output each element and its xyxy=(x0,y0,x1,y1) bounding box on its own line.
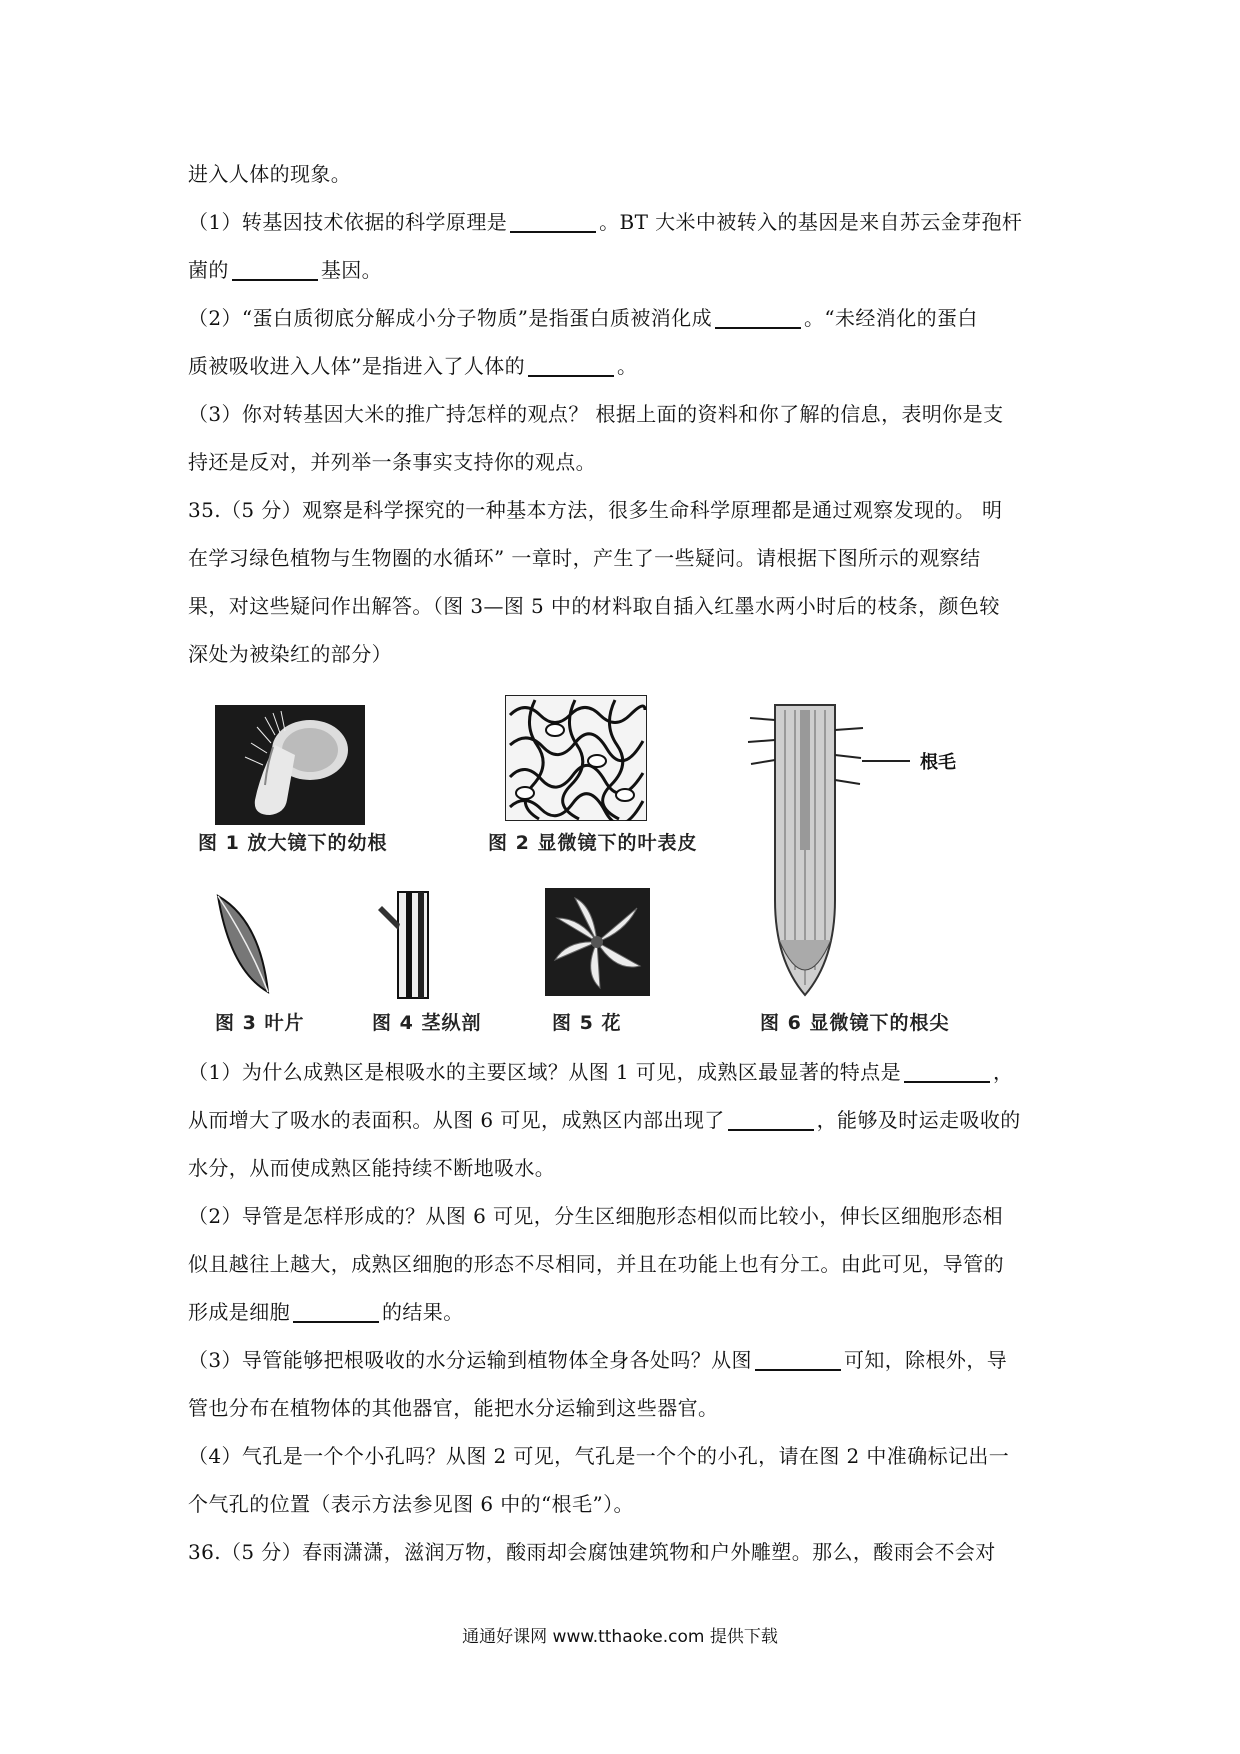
sub-question-2-end: 形成是细胞 的结果。 xyxy=(188,1300,464,1324)
question-35-line4: 深处为被染红的部分） xyxy=(188,642,392,666)
question-1-cont: 菌的 基因。 xyxy=(188,258,383,282)
sub-question-2-cont: 似且越往上越大，成熟区细胞的形态不尽相同，并且在功能上也有分工。由此可见，导管的 xyxy=(188,1252,1004,1276)
figure-5-caption: 图 5 花 xyxy=(552,1012,622,1034)
sub-question-2: （2）导管是怎样形成的？从图 6 可见，分生区细胞形态相似而比较小，伸长区细胞形态相 xyxy=(188,1204,1003,1228)
answer-blank[interactable] xyxy=(715,326,801,329)
answer-blank[interactable] xyxy=(293,1320,379,1323)
question-1: （1）转基因技术依据的科学原理是 。BT 大米中被转入的基因是来自苏云金芽孢杆 xyxy=(188,210,1023,234)
sub-question-3: （3）导管能够把根吸收的水分运输到植物体全身各处吗？从图 可知，除根外，导 xyxy=(188,1348,1008,1372)
figure-3-caption: 图 3 叶片 xyxy=(215,1012,305,1034)
sub-question-1-end: 水分，从而使成熟区能持续不断地吸水。 xyxy=(188,1156,556,1180)
question-2-cont: 质被吸收进入人体”是指进入了人体的 。 xyxy=(188,354,638,378)
figure-1-young-root xyxy=(215,705,365,825)
figure-4-stem-section xyxy=(370,890,440,1000)
figure-2-caption: 图 2 显微镜下的叶表皮 xyxy=(488,832,698,854)
page-footer: 通通好课网 www.tthaoke.com 提供下载 xyxy=(462,1627,778,1647)
answer-blank[interactable] xyxy=(728,1128,814,1131)
figure-6-root-tip xyxy=(745,700,865,1000)
sub-question-3-cont: 管也分布在植物体的其他器官，能把水分运输到这些器官。 xyxy=(188,1396,719,1420)
sub-question-1: （1）为什么成熟区是根吸水的主要区域？从图 1 可见，成熟区最显著的特点是 ， xyxy=(188,1060,1014,1084)
answer-blank[interactable] xyxy=(510,230,596,233)
figure-1-caption: 图 1 放大镜下的幼根 xyxy=(198,832,388,854)
question-3: （3）你对转基因大米的推广持怎样的观点？ 根据上面的资料和你了解的信息，表明你是支 xyxy=(188,402,1004,426)
question-35-line1: 35.（5 分）观察是科学探究的一种基本方法，很多生命科学原理都是通过观察发现的。 明 xyxy=(188,498,1003,522)
root-hair-pointer xyxy=(862,760,910,762)
answer-blank[interactable] xyxy=(232,278,318,281)
question-35-line2: 在学习绿色植物与生物圈的水循环” 一章时，产生了一些疑问。请根据下图所示的观察结 xyxy=(188,546,981,570)
answer-blank[interactable] xyxy=(755,1368,841,1371)
figure-5-flower xyxy=(545,888,650,996)
sub-questions xyxy=(188,1048,1058,1576)
answer-blank[interactable] xyxy=(528,374,614,377)
question-36: 36.（5 分）春雨潇潇，滋润万物，酸雨却会腐蚀建筑物和户外雕塑。那么，酸雨会不会对 xyxy=(188,1540,996,1564)
figure-6-caption: 图 6 显微镜下的根尖 xyxy=(760,1012,950,1034)
root-hair-label: 根毛 xyxy=(920,752,956,773)
sub-question-4: （4）气孔是一个个小孔吗？从图 2 可见，气孔是一个个的小孔，请在图 2 中准确标记出一 xyxy=(188,1444,1010,1468)
figure-4-caption: 图 4 茎纵剖 xyxy=(372,1012,482,1034)
sub-question-1-cont: 从而增大了吸水的表面积。从图 6 可见，成熟区内部出现了 ，能够及时运走吸收的 xyxy=(188,1108,1021,1132)
question-35-line3: 果，对这些疑问作出解答。（图 3—图 5 中的材料取自插入红墨水两小时后的枝条，颜色较 xyxy=(188,594,1000,618)
sub-question-4-cont: 个气孔的位置（表示方法参见图 6 中的“根毛”）。 xyxy=(188,1492,634,1516)
question-3-cont: 持还是反对，并列举一条事实支持你的观点。 xyxy=(188,450,596,474)
figure-2-leaf-epidermis xyxy=(505,695,647,821)
question-2: （2）“蛋白质彻底分解成小分子物质”是指蛋白质被消化成 。“未经消化的蛋白 xyxy=(188,306,978,330)
text-line: 进入人体的现象。 xyxy=(188,162,352,186)
intro-paragraph xyxy=(188,150,1058,678)
figure-3-leaf xyxy=(210,890,275,1000)
answer-blank[interactable] xyxy=(904,1080,990,1083)
